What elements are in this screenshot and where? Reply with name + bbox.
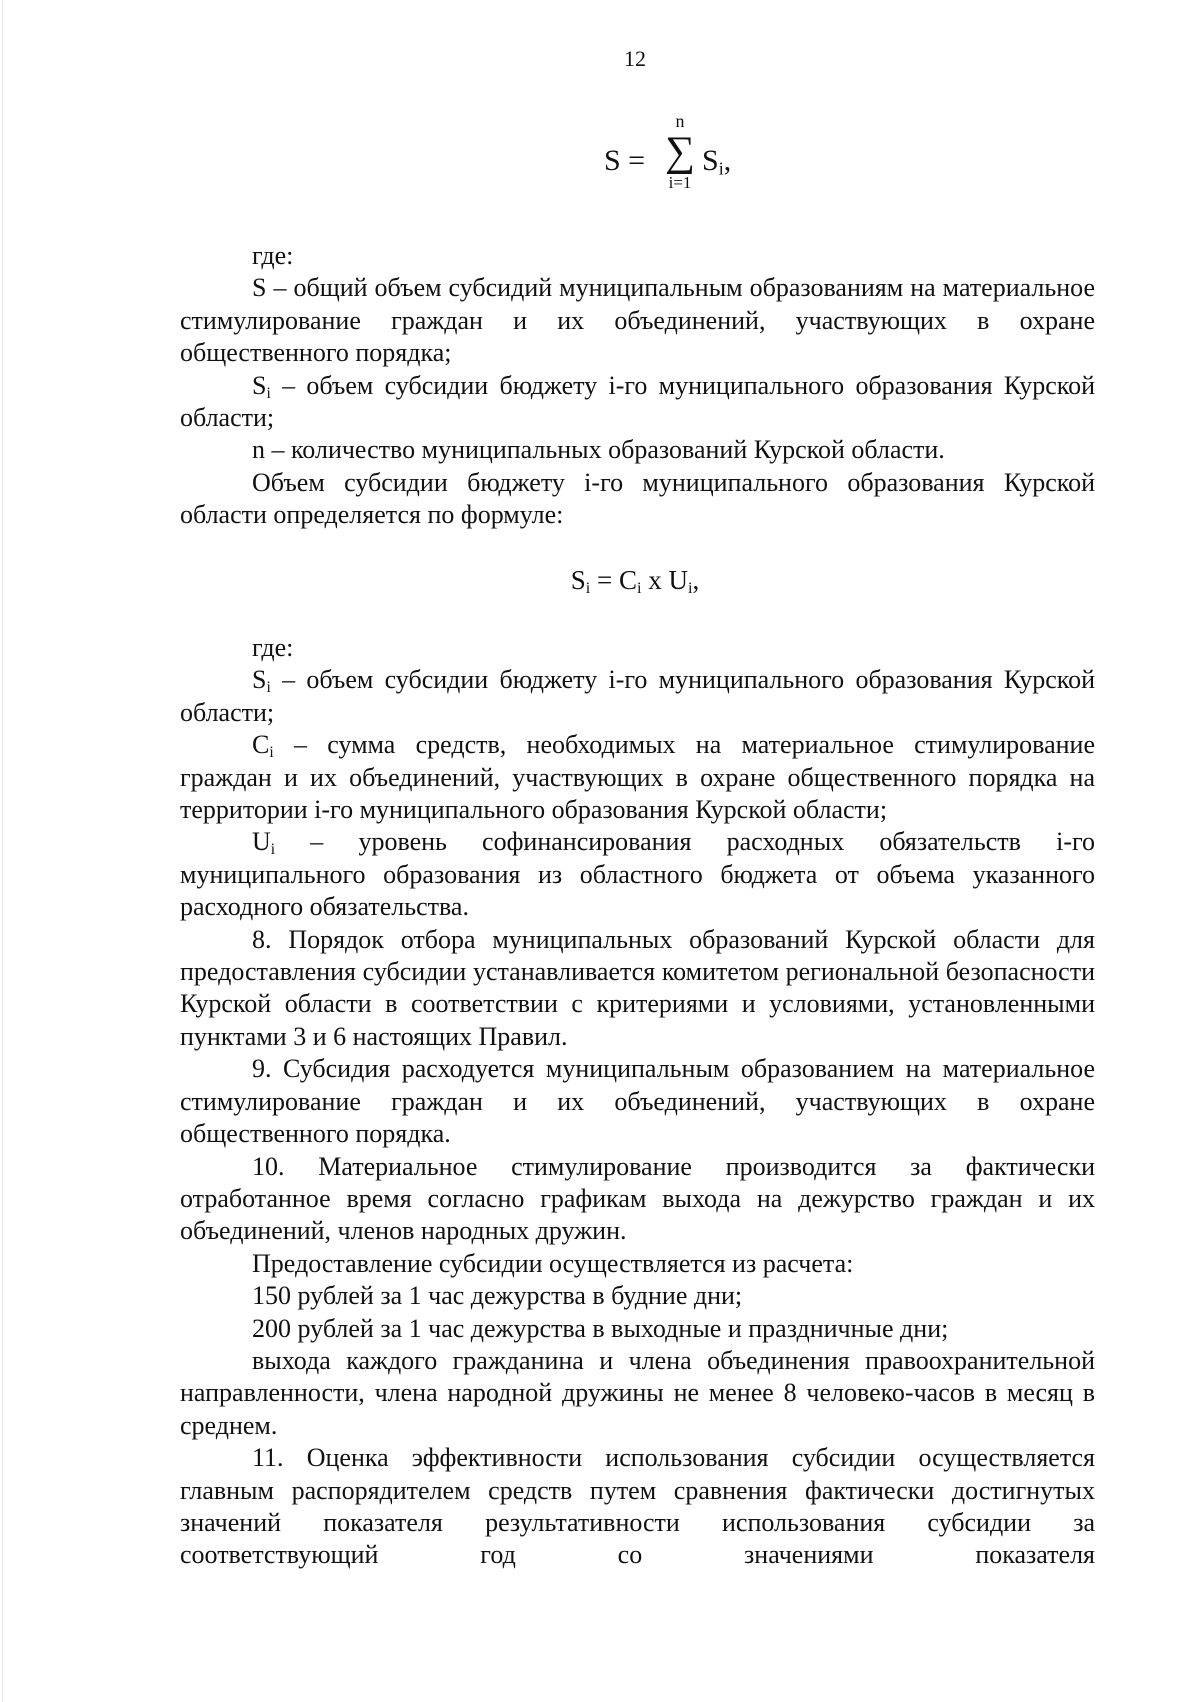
- page-number: 12: [624, 46, 646, 71]
- formula-times: x: [641, 565, 669, 595]
- definition-text: – объем субсидии бюджету i-го муниципального образования Курской области;: [180, 665, 1095, 727]
- sum-formula: [604, 112, 754, 212]
- symbol-subscript: i: [270, 841, 276, 859]
- symbol: C: [252, 730, 270, 760]
- paragraph: где:: [252, 241, 294, 270]
- paragraph: 8. Порядок отбора муниципальных образований Курской области для предоставления субсидии устанавливается комитетом региональной безопасности Курской области в соответствии с критериями и условиями, установленными пунктами 3 и 6 настоящих Правил.: [180, 924, 1095, 1051]
- symbol-subscript: i: [269, 744, 274, 762]
- formula-term-s: S: [570, 565, 586, 595]
- paragraph: [180, 826, 1095, 923]
- symbol-subscript: i: [266, 679, 271, 697]
- paragraph: Объем субсидии бюджету i-го муниципального образования Курской области определяется по формуле:: [180, 467, 1095, 530]
- formula-sub-c: i: [637, 579, 642, 598]
- paragraph: 150 рублей за 1 час дежурства в будние дни;: [252, 1281, 743, 1311]
- paragraph: [180, 664, 1095, 729]
- paragraph: [180, 370, 1095, 435]
- paragraph: 11. Оценка эффективности использования субсидии осуществляется главным распорядителем средств путем сравнения фактически достигнутых значений показателя результативности использования субсидии за соответствующий год со значениями показателя: [180, 1443, 1095, 1570]
- text-block-definitions-1: [180, 240, 1095, 532]
- sigma-symbol: ∑: [665, 129, 695, 175]
- paragraph: 9. Субсидия расходуется муниципальным образованием на материальное стимулирование граждан и их объединений, участвующих в охране общественного порядка.: [180, 1054, 1095, 1149]
- symbol: S: [252, 370, 267, 400]
- formula-lhs: S =: [604, 144, 646, 177]
- subsidy-formula: [0, 565, 1200, 596]
- paragraph: Предоставление субсидии осуществляется из расчета:: [252, 1248, 854, 1278]
- symbol: S: [252, 665, 267, 695]
- paragraph: [180, 729, 1095, 826]
- formula-rhs: [702, 144, 731, 178]
- paragraph: выхода каждого гражданина и члена объединения правоохранительной направленности, члена народной дружины не менее 8 человеко-часов в месяц в среднем.: [180, 1345, 1095, 1440]
- formula-tail: ,: [692, 565, 700, 595]
- paragraph: S – общий объем субсидий муниципальным образованиям на материальное стимулирование граждан и их объединений, участвующих в охране общественного порядка;: [180, 273, 1095, 368]
- formula-rhs-tail: ,: [723, 144, 732, 177]
- definition-text: – уровень софинансирования расходных обязательств i-го муниципального образования из областного бюджета от объема указанного расходного обязательства.: [180, 827, 1095, 922]
- sigma-block: [660, 112, 700, 192]
- paragraph: 10. Материальное стимулирование производится за фактически отработанное время согласно графикам выхода на дежурство граждан и их объединений, членов народных дружин.: [180, 1151, 1095, 1246]
- paragraph: где:: [252, 633, 294, 662]
- definition-text: – сумма средств, необходимых на материальное стимулирование граждан и их объединений, участвующих в охране общественного порядка на территории i-го муниципального образования Курской области;: [180, 730, 1095, 825]
- formula-rhs-base: S: [702, 144, 719, 177]
- symbol: U: [252, 827, 271, 857]
- symbol-subscript: i: [266, 384, 271, 402]
- formula-equals: =: [590, 565, 619, 595]
- scan-edge-line: [2, 0, 3, 1702]
- sigma-lower-limit: i=1: [668, 173, 692, 192]
- formula-term-c: C: [619, 565, 638, 595]
- formula-sub-u: i: [688, 579, 693, 598]
- formula-rhs-sub: i: [718, 158, 724, 179]
- definition-text: – объем субсидии бюджету i-го муниципального образования Курской области;: [180, 370, 1095, 433]
- formula-term-u: U: [668, 565, 689, 595]
- paragraph: 200 рублей за 1 час дежурства в выходные и праздничные дни;: [252, 1313, 949, 1343]
- paragraph: n – количество муниципальных образований Курской области.: [252, 435, 945, 465]
- sigma-upper-limit: n: [675, 111, 685, 131]
- formula-sub-s: i: [585, 579, 591, 598]
- text-block-definitions-2: [180, 632, 1095, 1572]
